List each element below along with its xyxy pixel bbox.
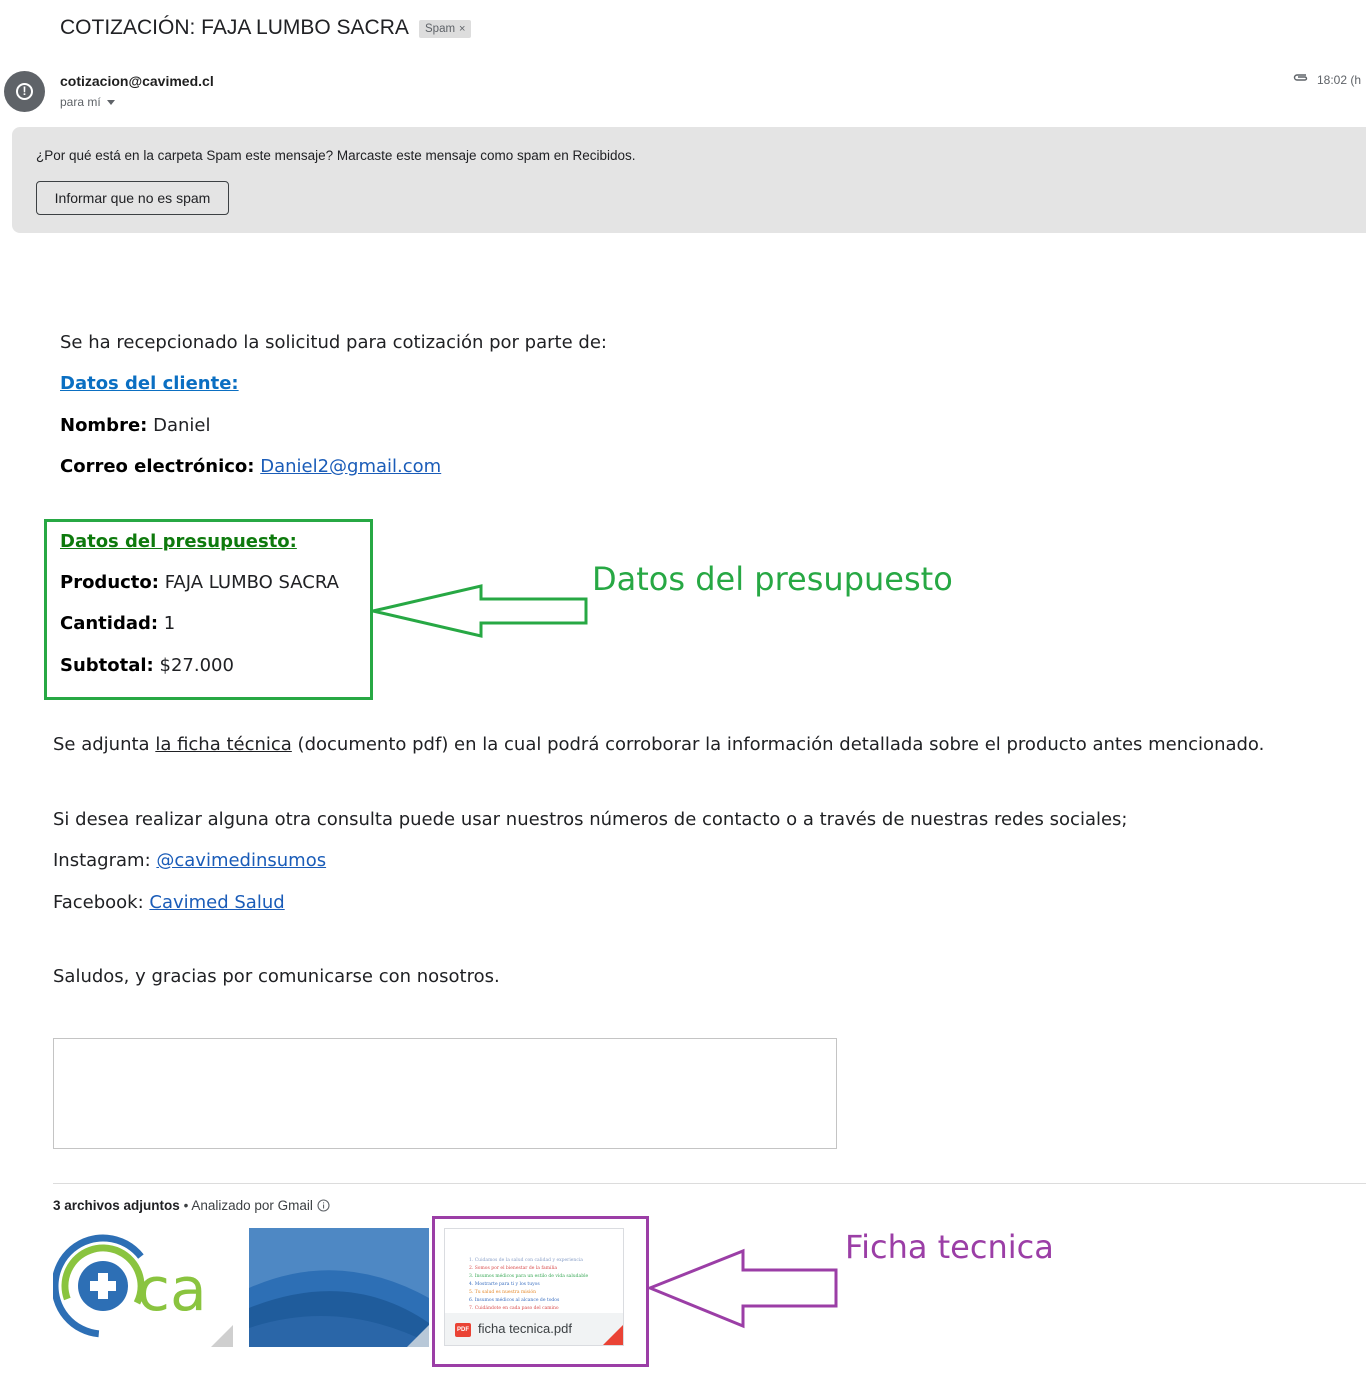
spam-notice-reason: Marcaste este mensaje como spam en Recibidos.: [333, 148, 636, 163]
attach-post: (documento pdf) en la cual podrá corroborar la información detallada sobre el producto antes mencionado.: [291, 734, 1265, 755]
attach-pre: Se adjunta: [53, 734, 156, 755]
email-subject: COTIZACIÓN: FAJA LUMBO SACRA: [60, 16, 409, 39]
instagram-label: Instagram:: [53, 850, 157, 871]
sender-address[interactable]: cotizacion@cavimed.cl: [60, 73, 214, 89]
attachments-count: 3 archivos adjuntos: [53, 1198, 180, 1213]
attachments-divider: [53, 1183, 1366, 1184]
quote-highlight-box: [44, 519, 373, 700]
preview-line: 5. Tu salud es nuestra misión: [469, 1290, 537, 1295]
client-heading: Datos del cliente:: [60, 373, 239, 394]
received-time: 18:02 (h: [1317, 73, 1362, 87]
chevron-down-icon[interactable]: [107, 100, 115, 105]
attachment-logo-image[interactable]: [53, 1228, 233, 1347]
recipient-details[interactable]: [60, 95, 115, 109]
logo-text: ca: [137, 1255, 207, 1325]
attachment-sentence: [53, 734, 1264, 755]
pdf-icon: PDF: [455, 1323, 471, 1337]
instagram-line: [53, 850, 326, 871]
instagram-link[interactable]: @cavimedinsumos: [156, 850, 327, 871]
quote-annotation-label: Datos del presupuesto: [592, 560, 953, 598]
attachments-info: [53, 1198, 330, 1213]
facebook-line: [53, 892, 285, 913]
quantity-value: 1: [163, 613, 176, 634]
contact-text: Si desea realizar alguna otra consulta puede usar nuestros números de contacto o a través de nuestras redes sociales;: [53, 809, 1128, 830]
preview-line: 2. Somos por el bienestar de la familia: [469, 1266, 558, 1271]
quote-arrow-icon: [370, 584, 590, 640]
facebook-link[interactable]: Cavimed Salud: [149, 892, 285, 913]
remove-label-icon[interactable]: ×: [459, 23, 466, 35]
intro-text: Se ha recepcionado la solicitud para cotización por parte de:: [60, 332, 607, 353]
info-icon[interactable]: [317, 1199, 330, 1212]
spam-warning-icon: !: [4, 71, 45, 112]
preview-line: 3. Insumos médicos para un estilo de vida saludable: [469, 1274, 589, 1279]
datasheet-annotation-label: Ficha tecnica: [845, 1228, 1054, 1266]
closing-text: Saludos, y gracias por comunicarse con nosotros.: [53, 966, 500, 987]
spam-label-badge[interactable]: [419, 20, 471, 38]
spam-notice-text: [36, 148, 636, 163]
spam-label-text: Spam: [425, 23, 456, 35]
cavimed-logo-icon: [53, 1228, 233, 1347]
spam-notice-question: ¿Por qué está en la carpeta Spam este mensaje?: [36, 148, 334, 163]
attachment-banner-image[interactable]: [249, 1228, 429, 1347]
preview-line: 7. Cuidándote en cada paso del camino: [469, 1306, 559, 1311]
client-email-link[interactable]: Daniel2@gmail.com: [260, 456, 442, 477]
spam-notice-banner: [12, 127, 1366, 233]
subtotal-value: $27.000: [159, 655, 234, 676]
product-value: FAJA LUMBO SACRA: [164, 572, 339, 593]
banner-waves-icon: [249, 1228, 429, 1347]
preview-line: 6. Insumos médicos al alcance de todos: [469, 1298, 560, 1303]
quote-heading: Datos del presupuesto:: [60, 531, 297, 552]
client-email-line: [60, 456, 441, 477]
quantity-label: Cantidad:: [60, 613, 159, 634]
email-label: Correo electrónico:: [60, 456, 255, 477]
name-label: Nombre:: [60, 415, 148, 436]
not-spam-button[interactable]: Informar que no es spam: [36, 181, 229, 215]
recipient-label: para mí: [60, 95, 101, 109]
datasheet-link[interactable]: la ficha técnica: [155, 734, 292, 755]
preview-line: 4. Mostrarte para ti y los tuyos: [469, 1282, 540, 1287]
product-label: Producto:: [60, 572, 159, 593]
paperclip-icon: [1293, 72, 1309, 82]
datasheet-highlight-box: [432, 1216, 649, 1367]
scanned-by-gmail: Analizado por Gmail: [191, 1198, 313, 1213]
page-fold-icon: [211, 1325, 233, 1347]
client-name-line: [60, 415, 210, 436]
subtotal-label: Subtotal:: [60, 655, 154, 676]
pdf-filename[interactable]: ficha tecnica.pdf: [478, 1321, 572, 1336]
name-value: Daniel: [153, 415, 211, 436]
facebook-label: Facebook:: [53, 892, 150, 913]
signature-image-box: [53, 1038, 837, 1149]
page-fold-icon: [407, 1325, 429, 1347]
separator-dot: •: [183, 1198, 189, 1213]
datasheet-arrow-icon: [647, 1248, 839, 1330]
preview-line: 1. Cuidamos de la salud con calidad y experiencia: [469, 1258, 583, 1263]
